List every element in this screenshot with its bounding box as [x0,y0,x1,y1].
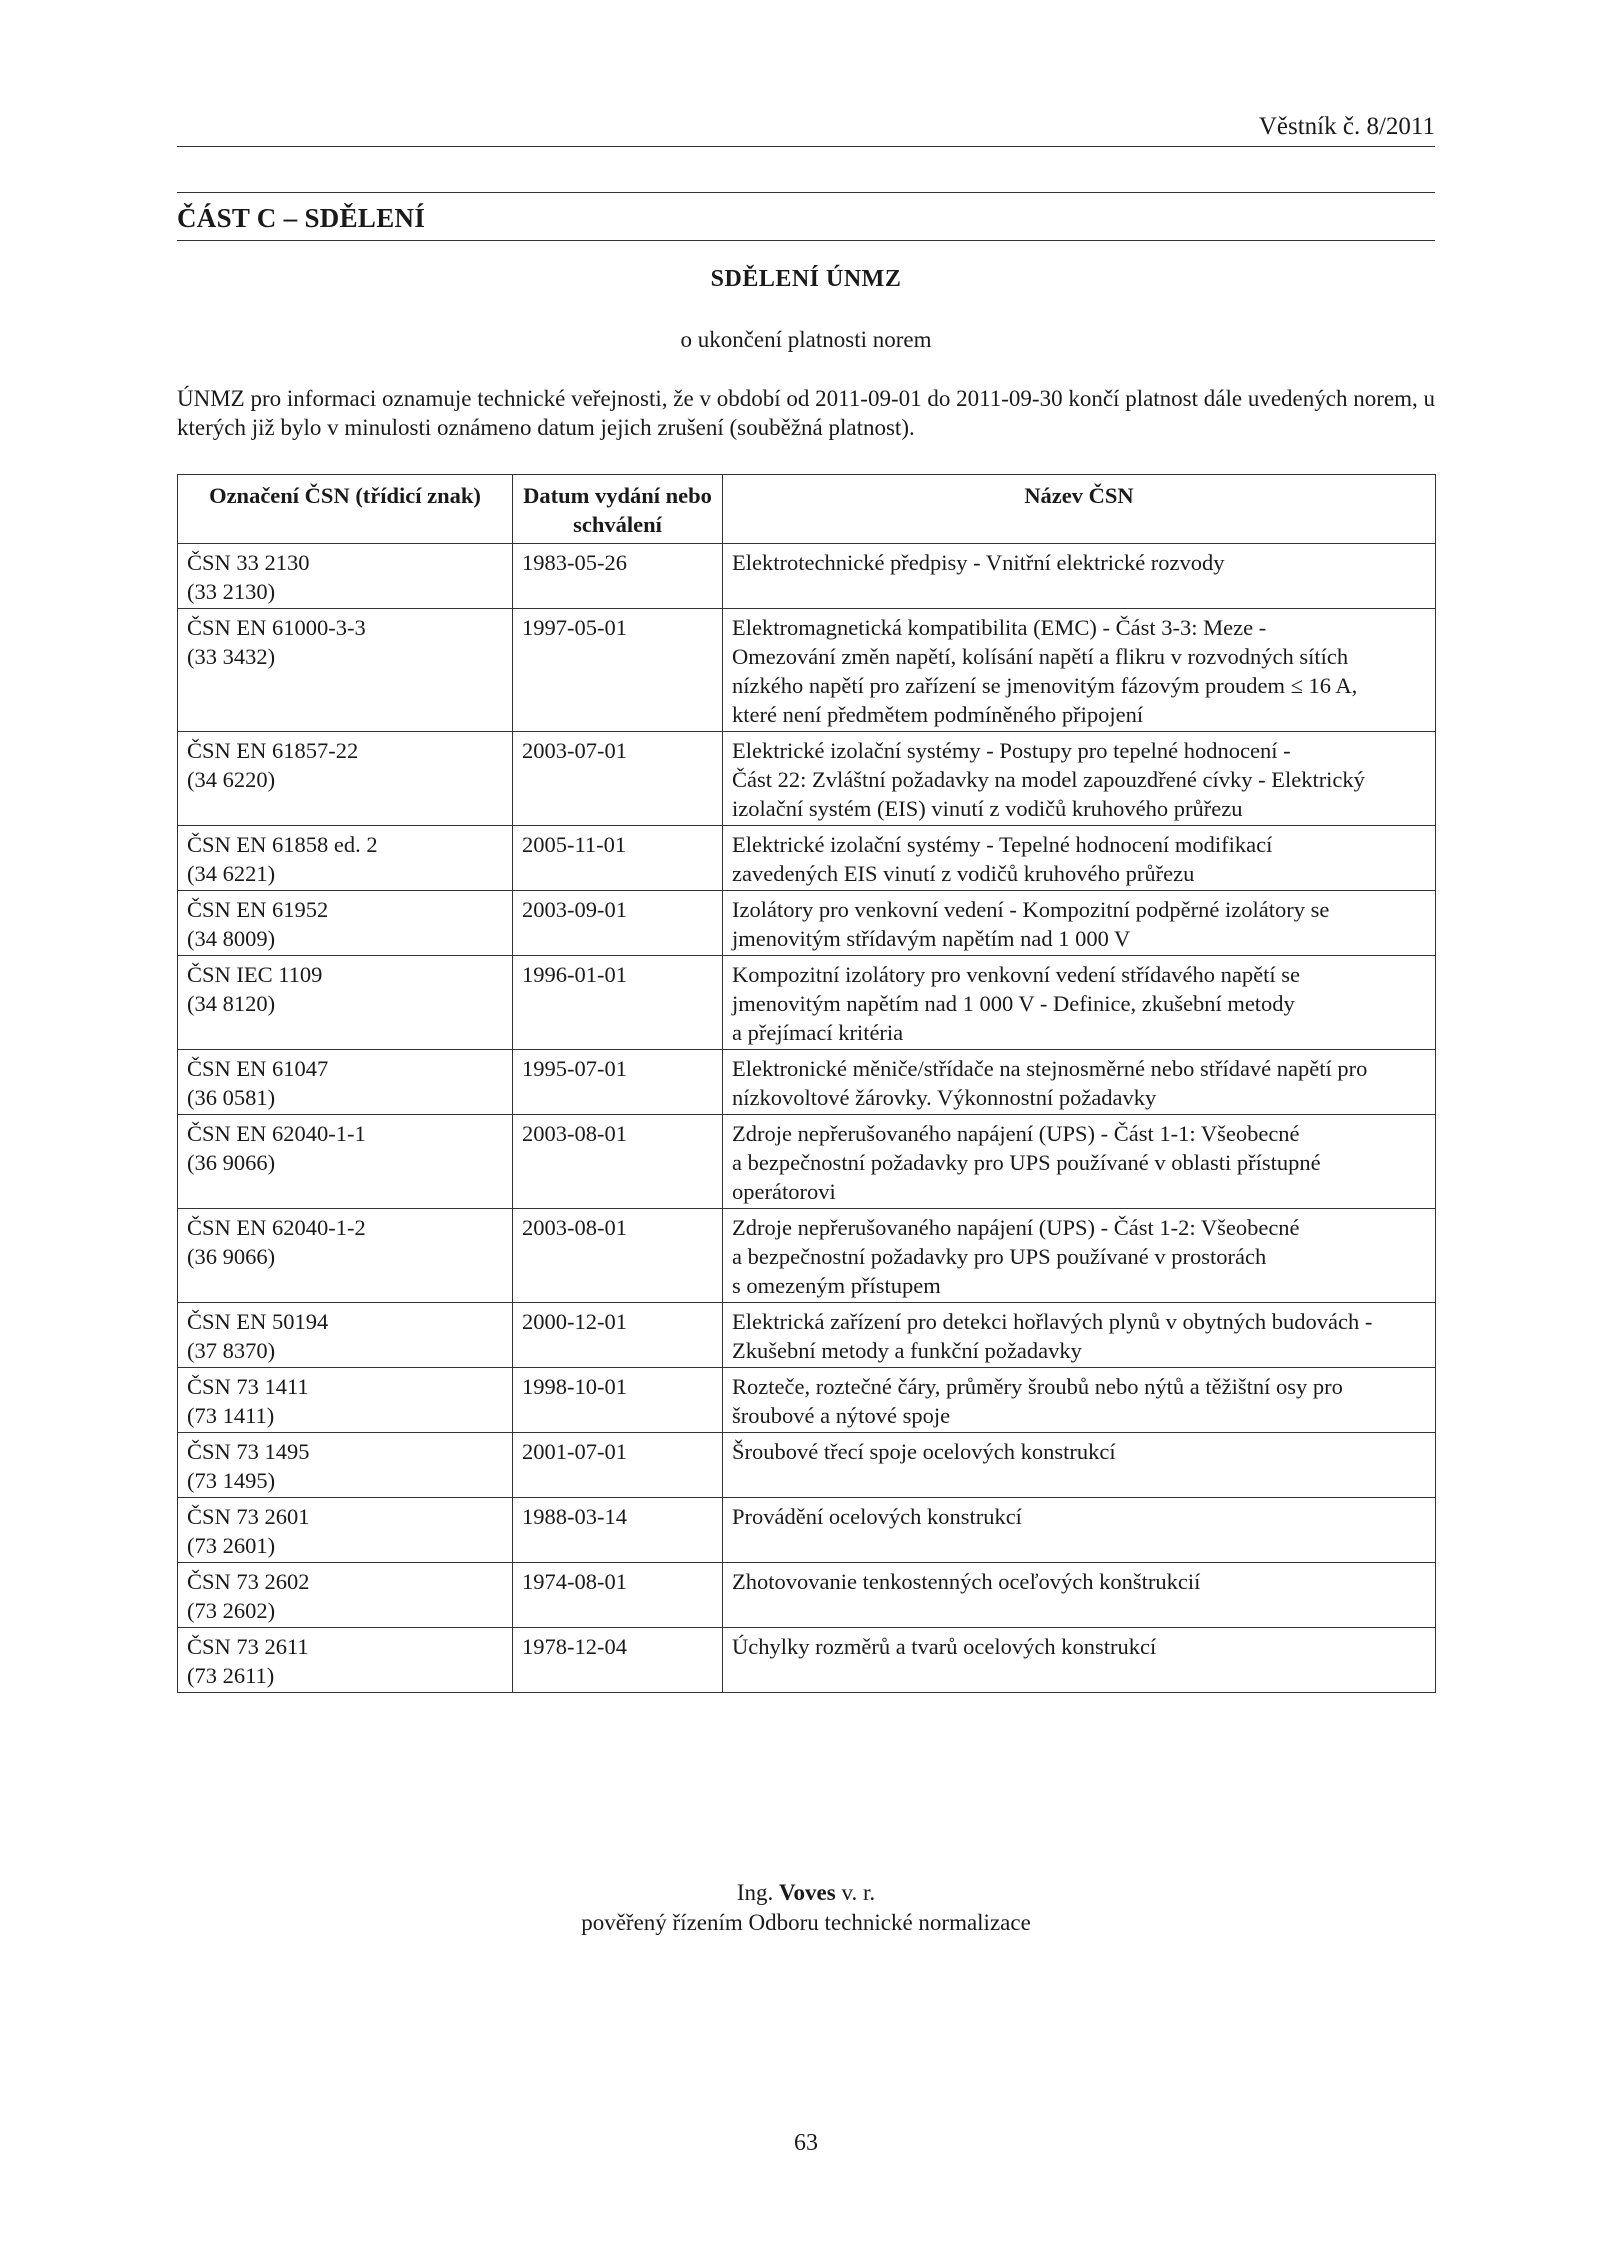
norm-title-cell [723,732,1436,826]
norm-date: 1998-10-01 [522,1374,627,1399]
norm-title-cell [723,826,1436,891]
norm-code-cell [178,1498,513,1563]
norm-code-cell [178,1115,513,1209]
norm-date: 2003-08-01 [522,1121,627,1146]
norm-code-cell [178,609,513,732]
norm-title-line: Zdroje nepřerušovaného napájení (UPS) - Část 1-1: Všeobecné [732,1121,1300,1146]
norm-title-cell [723,609,1436,732]
norm-date-cell [513,732,723,826]
norm-code: ČSN 33 2130 [187,550,310,575]
norm-date-cell [513,1303,723,1368]
norm-title-cell [723,1209,1436,1303]
column-header-date-line: Datum vydání [523,483,660,508]
norm-code-cell [178,1209,513,1303]
norm-title-line: Provádění ocelových konstrukcí [732,1504,1022,1529]
norm-title-line: Elektronické měniče/střídače na stejnosměrné nebo střídavé napětí pro [732,1056,1368,1081]
norm-code: ČSN 73 2611 [187,1634,309,1659]
signature-prefix: Ing. [736,1880,780,1905]
table-row [178,1115,1436,1209]
column-header-date-line: nebo schválení [573,483,712,537]
column-header-date [513,475,723,544]
norm-date-cell [513,1050,723,1115]
section-rule-top [177,192,1435,193]
norm-code: ČSN EN 61000-3-3 [187,615,366,640]
norm-date: 1988-03-14 [522,1504,627,1529]
norm-title-cell [723,956,1436,1050]
table-row [178,1433,1436,1498]
table-row [178,1050,1436,1115]
norm-code-cell [178,1563,513,1628]
section-title: ČÁST C – SDĚLENÍ [177,203,426,233]
norm-class-code: (73 1495) [187,1468,276,1493]
norm-title-line: a bezpečnostní požadavky pro UPS používané v prostorách [732,1244,1267,1269]
norm-title-line: Elektrické izolační systémy - Postupy pro tepelné hodnocení - [732,738,1291,763]
notice-subtitle: o ukončení platnosti norem [680,327,932,352]
table-header-row [178,475,1436,544]
norm-date: 1995-07-01 [522,1056,627,1081]
table-row [178,1563,1436,1628]
norm-date-cell [513,544,723,609]
column-header-code-line: (třídicí znak) [355,483,481,508]
norm-code: ČSN EN 62040-1-2 [187,1215,366,1240]
norm-class-code: (36 9066) [187,1150,276,1175]
column-header-title-line: Název ČSN [1024,483,1134,508]
norm-date: 1997-05-01 [522,615,627,640]
signature-block [177,1878,1435,1938]
norms-table [177,474,1436,1693]
table-row [178,1303,1436,1368]
norm-title-line: Úchylky rozměrů a tvarů ocelových konstrukcí [732,1634,1157,1659]
norm-title-line: Kompozitní izolátory pro venkovní vedení střídavého napětí se [732,962,1300,987]
norm-code-cell [178,1050,513,1115]
norm-date: 1974-08-01 [522,1569,627,1594]
norm-code-cell [178,1433,513,1498]
norm-class-code: (73 2602) [187,1598,276,1623]
notice-intro: ÚNMZ pro informaci oznamuje technické veřejnosti, že v období od 2011-09-01 do 2011-09-30 končí platnost dále uvedených norem, u kterých již bylo v minulosti oznámeno datum jejich zrušení (souběžná platnost). [177,386,1435,440]
norm-title-line: Zdroje nepřerušovaného napájení (UPS) - Část 1-2: Všeobecné [732,1215,1300,1240]
norm-date: 1978-12-04 [522,1634,627,1659]
norm-code: ČSN 73 1411 [187,1374,309,1399]
norm-code-cell [178,891,513,956]
norm-title-line: Izolátory pro venkovní vedení - Kompozitní podpěrné izolátory se [732,897,1330,922]
norm-title-line: Zkušební metody a funkční požadavky [732,1338,1082,1363]
norm-code-cell [178,956,513,1050]
norm-title-cell [723,1433,1436,1498]
norm-class-code: (37 8370) [187,1338,276,1363]
norm-title-cell [723,1563,1436,1628]
norm-date-cell [513,1628,723,1693]
norm-title-line: operátorovi [732,1179,836,1204]
norm-title-line: nízkého napětí pro zařízení se jmenovitým fázovým proudem ≤ 16 A, [732,673,1358,698]
norm-title-cell [723,1628,1436,1693]
norm-code: ČSN IEC 1109 [187,962,323,987]
norm-title-line: šroubové a nýtové spoje [732,1403,951,1428]
norm-code: ČSN 73 2602 [187,1569,310,1594]
norm-code-cell [178,1628,513,1693]
norm-code: ČSN EN 61857-22 [187,738,359,763]
norm-date: 2003-08-01 [522,1215,627,1240]
norm-title-line: které není předmětem podmíněného připojení [732,702,1144,727]
section-rule-bottom [177,240,1435,241]
norm-title-cell [723,1050,1436,1115]
column-header-code-line: Označení ČSN [209,483,350,508]
table-row [178,609,1436,732]
table-row [178,732,1436,826]
norm-class-code: (33 3432) [187,644,276,669]
notice-title: SDĚLENÍ ÚNMZ [710,266,902,292]
norm-code: ČSN EN 50194 [187,1309,329,1334]
norm-title-line: Omezování změn napětí, kolísání napětí a flikru v rozvodných sítích [732,644,1349,669]
norm-class-code: (34 8009) [187,926,276,951]
table-row [178,544,1436,609]
norm-title-cell [723,891,1436,956]
norm-code-cell [178,1368,513,1433]
table-row [178,1209,1436,1303]
norm-title-line: Část 22: Zvláštní požadavky na model zapouzdřené cívky - Elektrický [732,767,1365,792]
norm-title-line: a přejímací kritéria [732,1020,904,1045]
norm-title-cell [723,1115,1436,1209]
norm-code: ČSN EN 62040-1-1 [187,1121,366,1146]
norm-title-line: Elektrická zařízení pro detekci hořlavých plynů v obytných budovách - [732,1309,1373,1334]
norm-title-cell [723,1368,1436,1433]
table-row [178,1368,1436,1433]
norm-date: 1983-05-26 [522,550,627,575]
norm-date-cell [513,1115,723,1209]
norm-code: ČSN EN 61952 [187,897,329,922]
norm-title-line: Šroubové třecí spoje ocelových konstrukcí [732,1439,1116,1464]
norm-date-cell [513,891,723,956]
norm-class-code: (34 6221) [187,861,276,886]
norm-title-cell [723,544,1436,609]
header-rule [177,146,1435,147]
signature-suffix: v. r. [835,1880,876,1905]
norm-date: 2000-12-01 [522,1309,627,1334]
table-row [178,956,1436,1050]
norm-class-code: (36 0581) [187,1085,276,1110]
norm-code: ČSN EN 61858 ed. 2 [187,832,378,857]
norm-date-cell [513,1433,723,1498]
norm-class-code: (73 1411) [187,1403,275,1428]
norm-title-cell [723,1498,1436,1563]
norm-class-code: (73 2601) [187,1533,276,1558]
norm-class-code: (34 6220) [187,767,276,792]
norm-date-cell [513,1368,723,1433]
table-row [178,891,1436,956]
norm-title-line: Elektromagnetická kompatibilita (EMC) - Část 3-3: Meze - [732,615,1267,640]
norm-title-line: jmenovitým střídavým napětím nad 1 000 V [732,926,1131,951]
norm-title-line: Zhotovovanie tenkostenných oceľových konštrukcií [732,1569,1201,1594]
norm-date-cell [513,1498,723,1563]
norm-title-line: a bezpečnostní požadavky pro UPS používané v oblasti přístupné [732,1150,1321,1175]
norm-date: 2001-07-01 [522,1439,627,1464]
page-number: 63 [794,2130,818,2156]
norm-class-code: (73 2611) [187,1663,275,1688]
norm-code-cell [178,826,513,891]
norm-title-line: zavedených EIS vinutí z vodičů kruhového průřezu [732,861,1195,886]
table-row [178,1498,1436,1563]
signature-line [177,1878,1435,1908]
signature-name: Voves [779,1880,836,1905]
norm-class-code: (34 8120) [187,991,276,1016]
norm-date: 1996-01-01 [522,962,627,987]
norm-date-cell [513,1563,723,1628]
norm-class-code: (33 2130) [187,579,276,604]
norm-code-cell [178,1303,513,1368]
norm-date-cell [513,1209,723,1303]
norm-date: 2003-07-01 [522,738,627,763]
norm-title-line: Elektrotechnické předpisy - Vnitřní elektrické rozvody [732,550,1225,575]
norm-date: 2005-11-01 [522,832,627,857]
norm-class-code: (36 9066) [187,1244,276,1269]
column-header-title [723,475,1436,544]
column-header-code [178,475,513,544]
table-row [178,1628,1436,1693]
norm-title-cell [723,1303,1436,1368]
norm-date: 2003-09-01 [522,897,627,922]
norm-date-cell [513,826,723,891]
table-row [178,826,1436,891]
signature-role: pověřený řízením Odboru technické normalizace [581,1910,1031,1935]
norm-code: ČSN 73 1495 [187,1439,310,1464]
journal-header: Věstník č. 8/2011 [1258,113,1435,140]
norm-code-cell [178,732,513,826]
norms-table-body [178,544,1436,1693]
norm-date-cell [513,956,723,1050]
norm-title-line: Rozteče, roztečné čáry, průměry šroubů nebo nýtů a těžištní osy pro [732,1374,1343,1399]
norm-title-line: s omezeným přístupem [732,1273,941,1298]
norm-title-line: jmenovitým napětím nad 1 000 V - Definice, zkušební metody [732,991,1295,1016]
norm-title-line: nízkovoltové žárovky. Výkonnostní požadavky [732,1085,1157,1110]
norm-code: ČSN EN 61047 [187,1056,329,1081]
norm-code: ČSN 73 2601 [187,1504,310,1529]
norm-date-cell [513,609,723,732]
norm-title-line: izolační systém (EIS) vinutí z vodičů kruhového průřezu [732,796,1243,821]
norm-title-line: Elektrické izolační systémy - Tepelné hodnocení modifikací [732,832,1273,857]
norm-code-cell [178,544,513,609]
